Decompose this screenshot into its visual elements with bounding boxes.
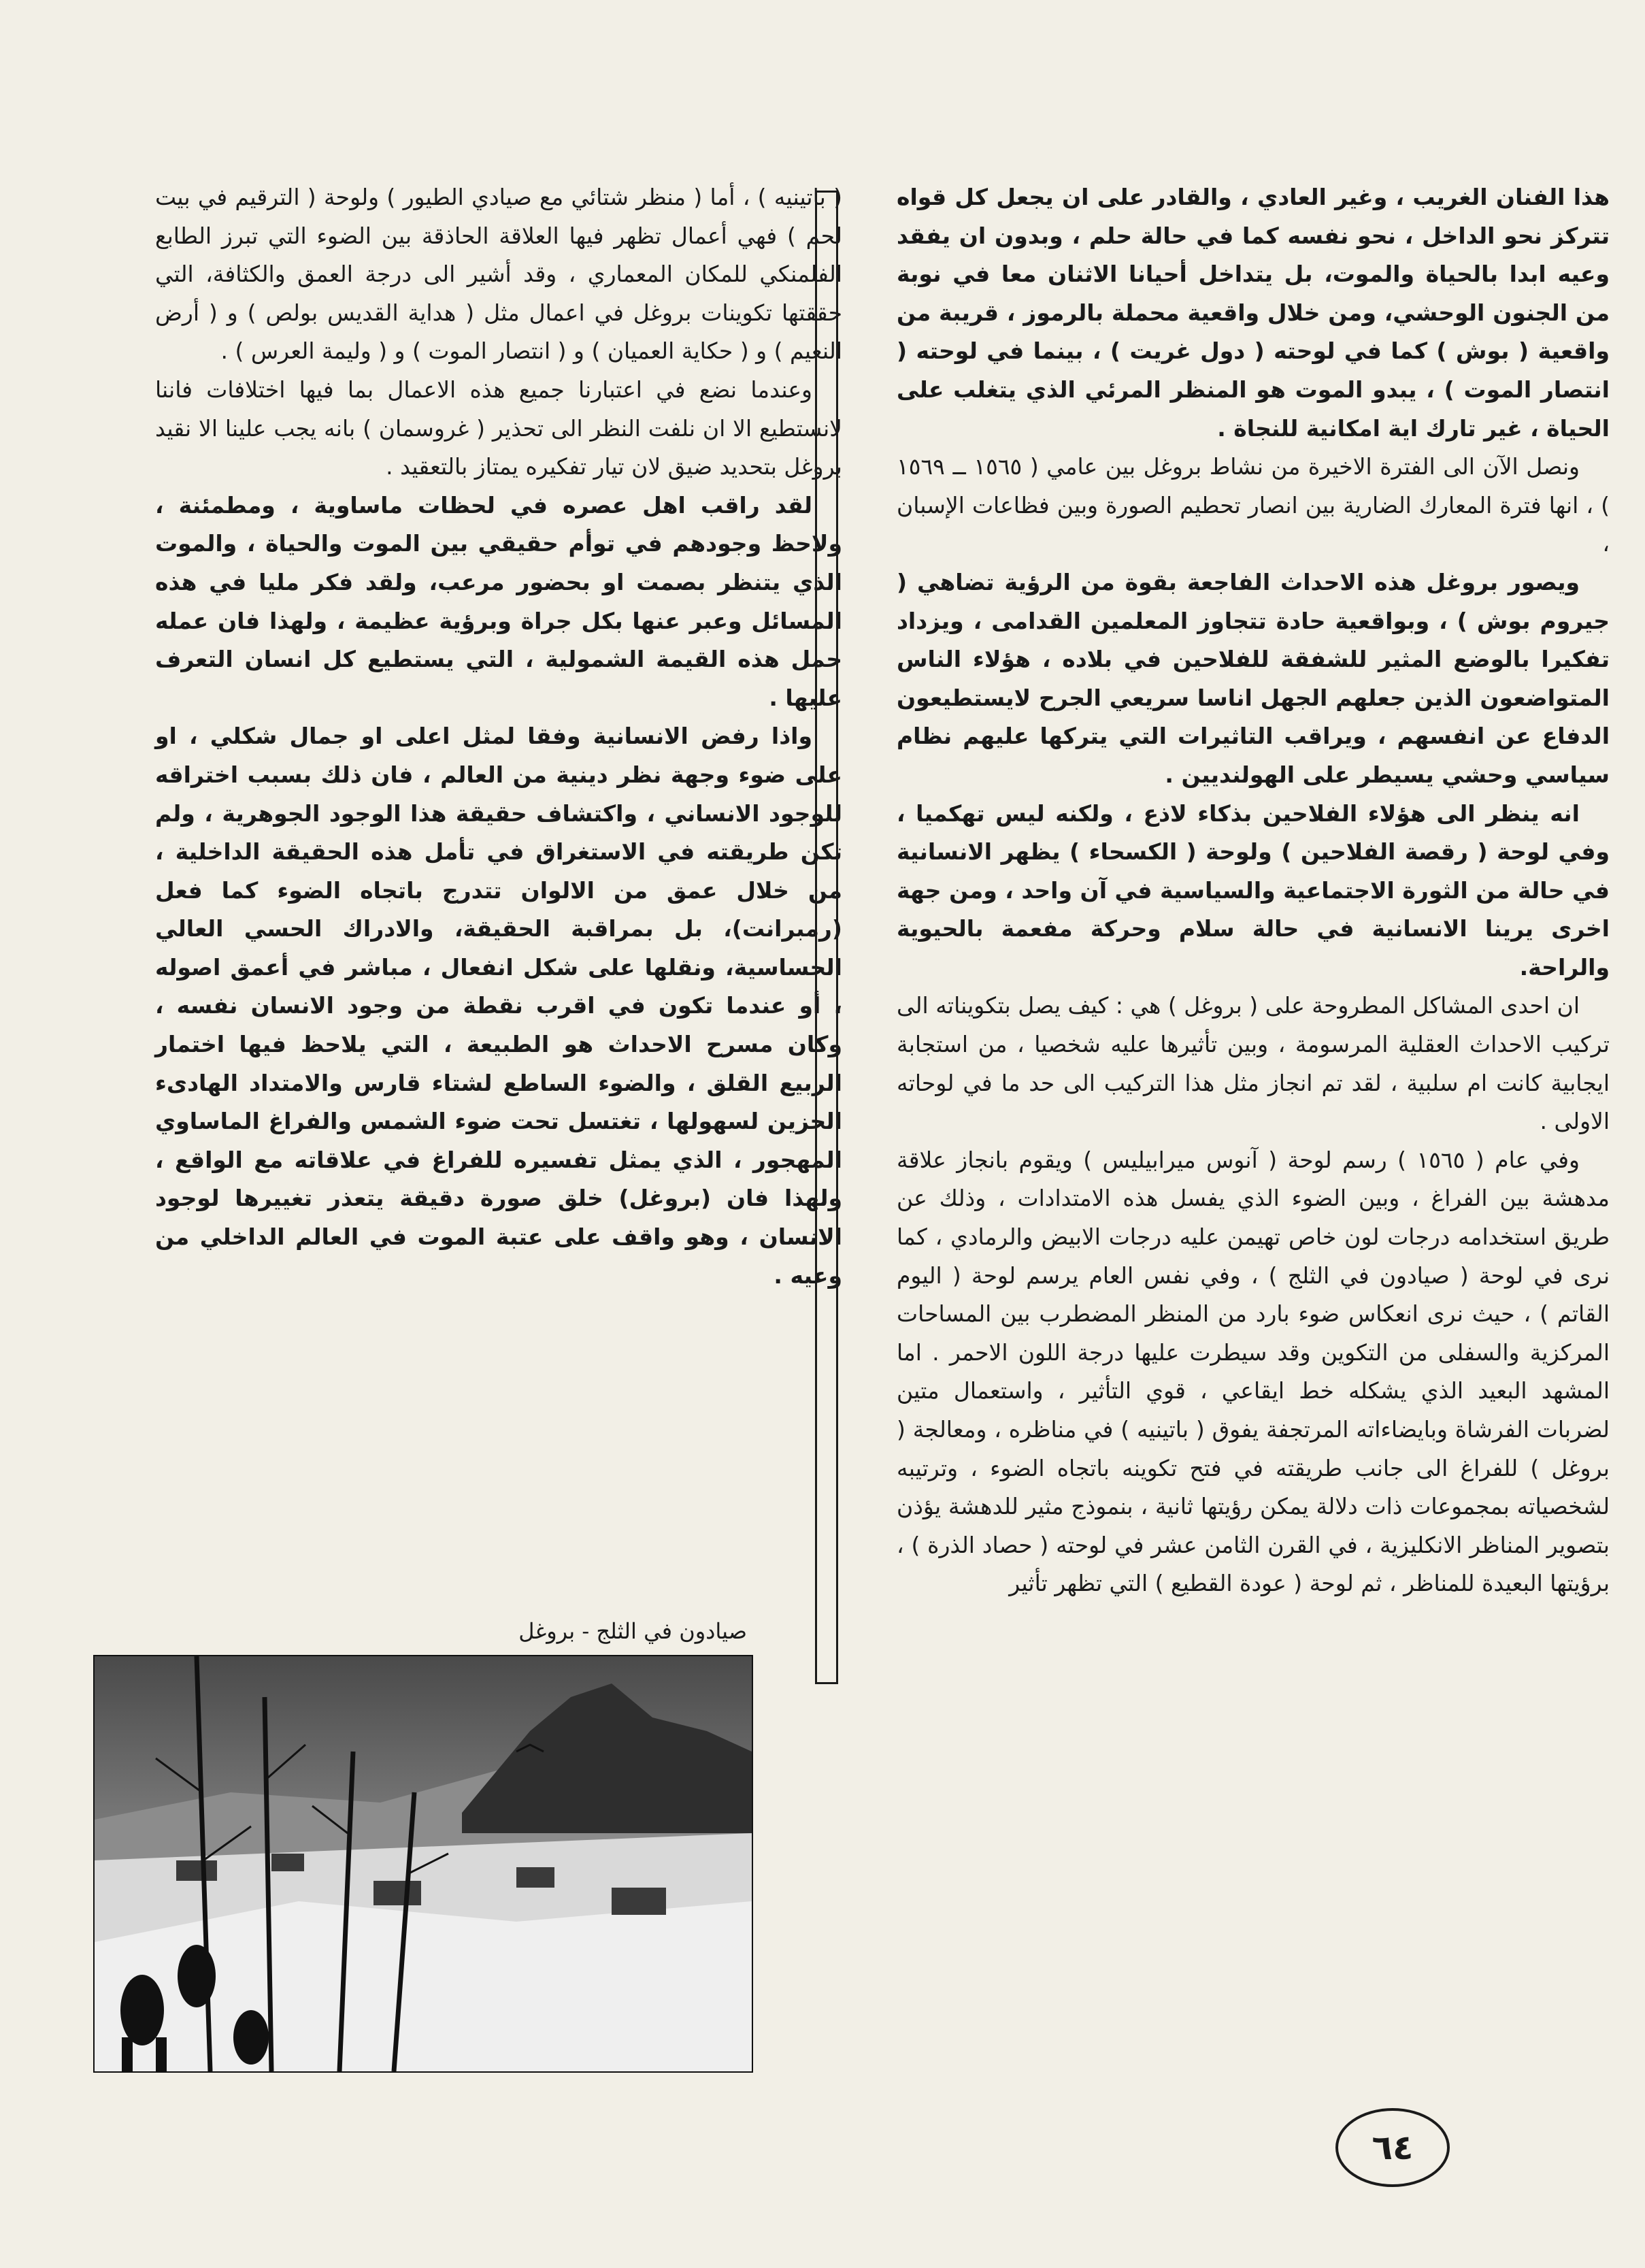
paragraph: وعندما نضع في اعتبارنا جميع هذه الاعمال بما فيها اختلافات فاننا لانستطيع الا ان نلفت النظر الى تحذير ( غروسمان ) بانه يجب علينا الا نقيد بروغل بتحديد ضيق لان تيار تفكيره يمتاز بالتعقيد . xyxy=(155,376,842,480)
article-column-right xyxy=(897,178,1610,1603)
paragraph: ويصور بروغل هذه الاحداث الفاجعة بقوة من الرؤية تضاهي ( جيروم بوش ) ، وبواقعية حادة تتجاوز المعلمين القدامى ، ويزداد تفكيرا بالوضع المثير للشفقة للفلاحين في بلاده ، هؤلاء الناس المتواضعون الذين جعلهم الجهل اناسا سريعي الجرح لايستطيعون الدفاع عن انفسهم ، ويراقب التاثيرات التي يتركها عليهم نظام سياسي وحشي يسيطر على الهولنديين . xyxy=(897,568,1610,788)
article-column-left xyxy=(155,178,842,1295)
paragraph: وفي عام ( ١٥٦٥ ) رسم لوحة ( آنوس ميرابيليس ) ويقوم بانجاز علاقة مدهشة بين الفراغ ، وبين الضوء الذي يفسل هذه الامتدادات ، وذلك عن طريق استخدامه درجات لون خاص تهيمن عليه درجات الابيض والرمادي ، كما نرى في لوحة ( صيادون في الثلج ) ، وفي نفس العام يرسم لوحة ( اليوم القاتم ) ، حيث نرى انعكاس ضوء بارد من المنظر المضطرب بين المساحات المركزية والسفلى من التكوين وقد سيطرت عليها درجة اللون الاحمر . اما المشهد البعيد الذي يشكله خط ايقاعي ، قوي التأثير ، واستعمال متين لضربات الفرشاة وبايضاءاته المرتجفة يفوق ( باتينيه ) في مناظره ، ومعالجة ( بروغل ) للفراغ الى جانب طريقته في فتح تكوينه باتجاه الضوء ، وترتيبه لشخصياته بمجموعات ذات دلالة يمكن رؤيتها ثانية ، بنموذج مثير للدهشة يؤذن بتصوير المناظر الانكليزية ، في القرن الثامن عشر في لوحته ( حصاد الذرة ) ، برؤيتها البعيدة للمناظر ، ثم لوحة ( عودة القطيع ) التي تظهر تأثير xyxy=(897,1146,1610,1597)
paragraph: ونصل الآن الى الفترة الاخيرة من نشاط بروغل بين عامي ( ١٥٦٥ ــ ١٥٦٩ ) ، انها فترة المعارك الضارية بين انصار تحطيم الصورة وبين فظاعات الإسبان ، xyxy=(897,453,1610,557)
paragraph: لقد راقب اهل عصره في لحظات ماساوية ، ومطمئنة ، ولاحظ وجودهم في توأم حقيقي بين الموت والحياة ، والموت الذي يتنظر بصمت او بحضور مرعب، ولقد فكر مليا في هذه المسائل وعبر عنها بكل جراة وبرؤية عظيمة ، ولهذا فان عمله حمل هذه القيمة الشمولية ، التي يستطيع كل انسان التعرف عليها . xyxy=(155,491,842,711)
paragraph: هذا الفنان الغريب ، وغير العادي ، والقادر على ان يجعل كل قواه تتركز نحو الداخل ، نحو نفسه كما في حالة حلم ، وبدون ان يفقد وعيه ابدا بالحياة والموت، بل يتداخل أحيانا الاثنان معا في نوبة من الجنون الوحشي، ومن خلال واقعية محملة بالرموز ، قريبة من واقعية ( بوش ) كما في لوحته ( دول غريت ) ، بينما في لوحته ( انتصار الموت ) ، يبدو الموت هو المنظر المرئي الذي يتغلب على الحياة ، غير تارك اية امكانية للنجاة . xyxy=(897,184,1610,442)
paragraph: ان احدى المشاكل المطروحة على ( بروغل ) هي : كيف يصل بتكويناته الى تركيب الاحداث العقلية المرسومة ، وبين تأثيرها عليه شخصيا ، من استجابة ايجابية كانت ام سلبية ، لقد تم انجاز مثل هذا التركيب الى حد ما في لوحاته الاولى . xyxy=(897,992,1610,1135)
page-number: ٦٤ xyxy=(1335,2108,1450,2187)
paragraph: انه ينظر الى هؤلاء الفلاحين بذكاء لاذع ، ولكنه ليس تهكميا ، وفي لوحة ( رقصة الفلاحين ) ولوحة ( الكسحاء ) يظهر الانسانية في حالة من الثورة الاجتماعية والسياسية في آن واحد ، ومن جهة اخرى يرينا الانسانية في حالة سلام وحركة مفعمة بالحيوية والراحة. xyxy=(897,800,1610,981)
paragraph: واذا رفض الانسانية وفقا لمثل اعلى او جمال شكلي ، او على ضوء وجهة نظر دينية من العالم ، فان ذلك بسبب اختراقه للوجود الانساني ، واكتشاف حقيقة هذا الوجود الجوهرية ، ولم تكن طريقته في الاستغراق في تأمل هذه الحقيقة الداخلية ، من خلال عمق من الالوان تتدرج باتجاه الضوء كما فعل (رمبرانت)، بل بمراقبة الحقيقة، والادراك الحسي العالي الحساسية، ونقلها على شكل انفعال ، مباشر في أعمق اصوله ، أو عندما تكون في اقرب نقطة من وجود الانسان نفسه ، وكان مسرح الاحداث هو الطبيعة ، التي يلاحظ فيها اختمار الربيع القلق ، والضوء الساطع لشتاء قارس والامتداد الهادىء الحزين لسهولها ، تغتسل تحت ضوء الشمس والفراغ الماساوي المهجور ، الذي يمثل تفسيره للفراغ في علاقاته مع الواقع ، ولهذا فان (بروغل) خلق صورة دقيقة يتعذر تغييرها لوجود الانسان ، وهو واقف على عتبة الموت في العالم الداخلي من وعيه . xyxy=(155,723,842,1289)
figure-caption: صيادون في الثلج - بروغل xyxy=(518,1618,747,1644)
painting-image xyxy=(93,1655,753,2073)
hunters-in-the-snow-illustration xyxy=(95,1656,752,2071)
paragraph: ( باتينيه ) ، أما ( منظر شتائي مع صيادي الطيور ) ولوحة ( الترقيم في بيت لحم ) فهي أعمال تظهر فيها العلاقة الحاذقة بين الضوء التي تبرز الطابع الفلمنكي للمكان المعماري ، وقد أشير الى درجة العمق والكثافة، التي حققتها تكوينات بروغل في اعمال مثل ( هداية القديس بولص ) و ( أرض النعيم ) و ( حكاية العميان ) و ( انتصار الموت ) و ( وليمة العرس ) . xyxy=(155,184,842,365)
